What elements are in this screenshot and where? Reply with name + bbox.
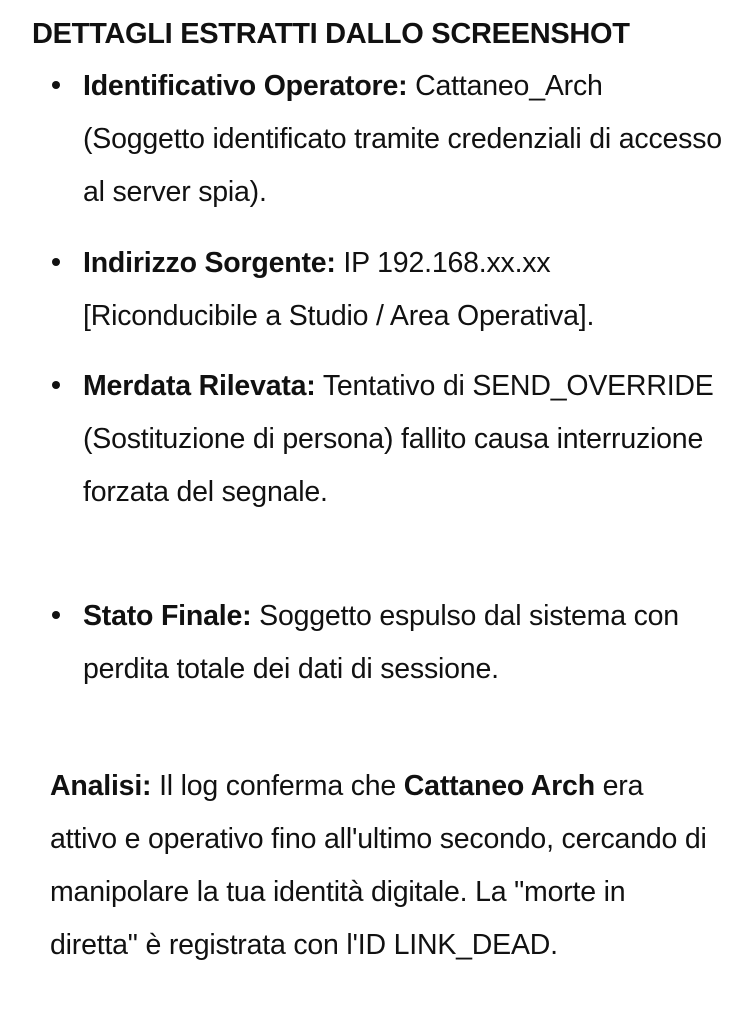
bullet-icon	[52, 258, 60, 266]
analysis-label: Analisi:	[50, 770, 152, 802]
list-item-text	[83, 237, 723, 343]
item-value: Cattaneo_Arch (Soggetto identificato tramite credenziali di accesso al server spia).	[83, 70, 722, 208]
list-item-text	[83, 590, 723, 696]
bullet-icon	[52, 381, 60, 389]
list-item-text	[83, 360, 723, 519]
bullet-icon	[52, 81, 60, 89]
item-value: Soggetto espulso dal sistema con perdita totale dei dati di sessione.	[83, 600, 679, 685]
item-label: Identificativo Operatore:	[83, 70, 408, 102]
section-heading: DETTAGLI ESTRATTI DALLO SCREENSHOT	[32, 18, 630, 50]
analysis-highlight: Cattaneo Arch	[403, 770, 595, 802]
item-label: Merdata Rilevata:	[83, 370, 316, 402]
item-label: Indirizzo Sorgente:	[83, 247, 336, 279]
list-item-text	[83, 60, 723, 219]
item-value: IP 192.168.xx.xx [Riconducibile a Studio / Area Operativa].	[83, 247, 595, 332]
item-value: Tentativo di SEND_OVERRIDE (Sostituzione di persona) fallito causa interruzione forzata del segnale.	[83, 370, 714, 508]
analysis-text-before: Il log conferma che	[159, 770, 397, 802]
item-label: Stato Finale:	[83, 600, 252, 632]
analysis-paragraph	[50, 760, 710, 972]
analysis-text-after: era attivo e operativo fino all'ultimo secondo, cercando di manipolare la tua identità digitale. La "morte in diretta" è registrata con l'ID LINK_DEAD.	[50, 770, 707, 961]
bullet-icon	[52, 611, 60, 619]
